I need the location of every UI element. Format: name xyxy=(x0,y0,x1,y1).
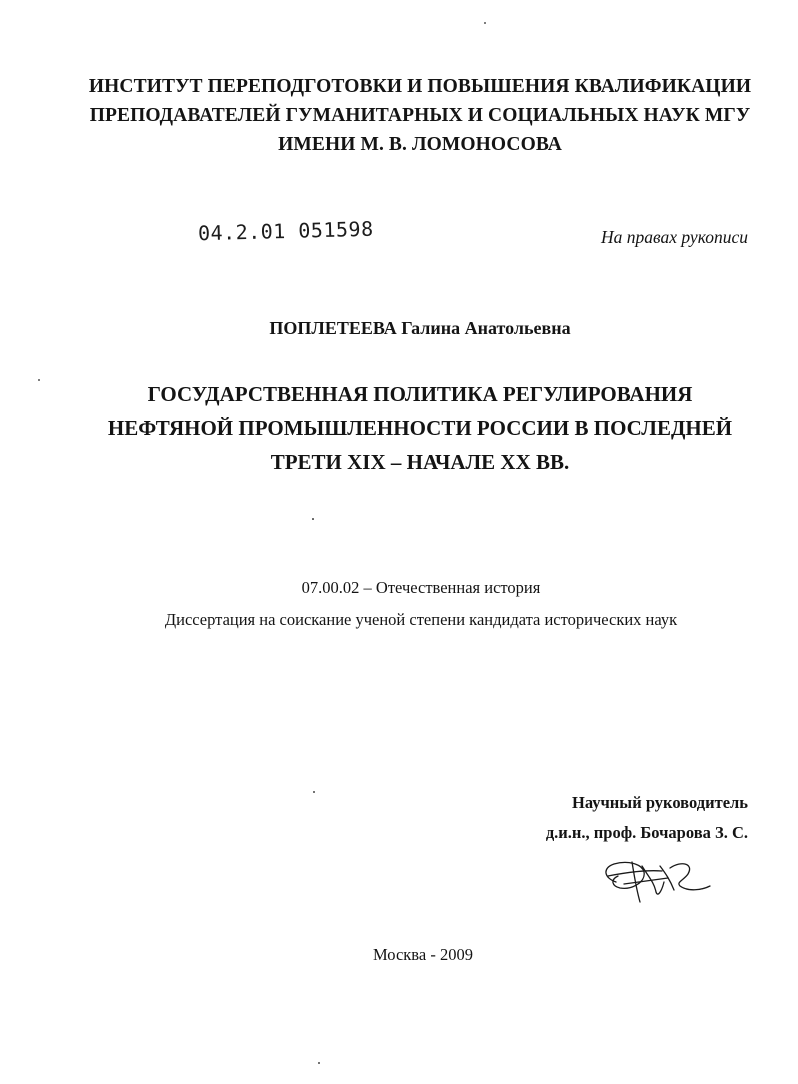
title-line-3: ТРЕТИ XIX – НАЧАЛЕ XX ВВ. xyxy=(270,450,570,474)
scan-speck xyxy=(38,379,40,381)
scan-speck xyxy=(312,518,314,520)
supervisor-name: д.и.н., проф. Бочарова З. С. xyxy=(545,823,748,842)
author-given-names: Галина Анатольевна xyxy=(401,318,571,338)
title-line-1: ГОСУДАРСТВЕННАЯ ПОЛИТИКА РЕГУЛИРОВАНИЯ xyxy=(147,382,693,406)
handwritten-signature xyxy=(598,852,713,908)
manuscript-rights-note: На правах рукописи xyxy=(601,227,748,247)
archive-stamp-code: 04.2.01 051598 xyxy=(197,216,374,246)
institute-line-2: ПРЕПОДАВАТЕЛЕЙ ГУМАНИТАРНЫХ И СОЦИАЛЬНЫХ НАУК МГУ xyxy=(89,105,751,126)
institute-line-3: ИМЕНИ М. В. ЛОМОНОСОВА xyxy=(278,134,562,155)
degree-statement: Диссертация на соискание ученой степени кандидата исторических наук xyxy=(164,610,678,629)
title-line-2: НЕФТЯНОЙ ПРОМЫШЛЕННОСТИ РОССИИ В ПОСЛЕДНЕЙ xyxy=(107,416,733,440)
supervisor-label: Научный руководитель xyxy=(572,793,748,812)
dissertation-title xyxy=(40,377,798,479)
institute-line-1: ИНСТИТУТ ПЕРЕПОДГОТОВКИ И ПОВЫШЕНИЯ КВАЛИФИКАЦИИ xyxy=(88,76,752,97)
author-name xyxy=(0,318,798,339)
scan-speck xyxy=(484,22,486,24)
scan-speck xyxy=(313,791,315,793)
city-year: Москва - 2009 xyxy=(373,945,473,964)
institute-header xyxy=(60,72,780,159)
author-surname: ПОПЛЕТЕЕВА xyxy=(269,318,397,338)
scan-speck xyxy=(318,1062,320,1064)
specialty-code: 07.00.02 – Отечественная история xyxy=(301,578,541,597)
